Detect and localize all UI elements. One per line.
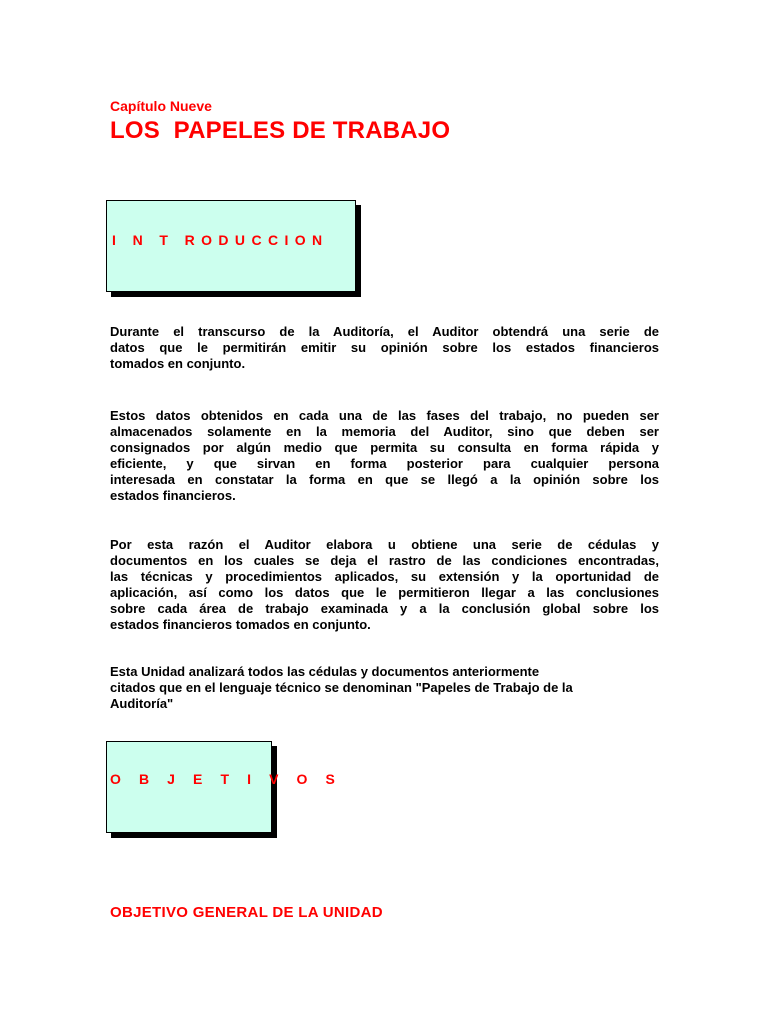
paragraph-line: tomados en conjunto.: [110, 356, 246, 371]
introduction-label: I N T RODUCCION: [112, 232, 329, 248]
paragraph-line: aplicación, así como los datos que le permitieron llegar a las conclusiones: [110, 585, 659, 600]
paragraph-line: eficiente, y que sirvan en forma posterior para cualquier persona: [110, 456, 659, 471]
paragraph-line: sobre cada área de trabajo examinada y a la conclusión global sobre los: [110, 601, 659, 616]
paragraph-line: Durante el transcurso de la Auditoría, el Auditor obtendrá una serie de: [110, 324, 659, 339]
paragraph-line: interesada en constatar la forma en que se llegó a la opinión sobre los: [110, 472, 659, 487]
paragraph-line: Esta Unidad analizará todos las cédulas y documentos anteriormente: [110, 664, 540, 679]
objectives-label: O B J E T I V O S: [110, 771, 342, 787]
chapter-label: Capítulo Nueve: [110, 98, 212, 114]
paragraph-line: Auditoría": [110, 696, 174, 711]
paragraph-3: [110, 537, 659, 633]
paragraph-2: [110, 408, 659, 504]
paragraph-line: estados financieros.: [110, 488, 236, 503]
paragraph-line: documentos en los cuales se deja el rastro de las condiciones encontradas,: [110, 553, 659, 568]
paragraph-line: estados financieros tomados en conjunto.: [110, 617, 371, 632]
paragraph-line: datos que le permitirán emitir su opinión sobre los estados financieros: [110, 340, 659, 355]
paragraph-line: citados que en el lenguaje técnico se denominan "Papeles de Trabajo de la: [110, 680, 573, 695]
paragraph-1: [110, 324, 659, 372]
objectives-box: [106, 741, 272, 833]
paragraph-line: consignados por algún medio que permita su consulta en forma rápida y: [110, 440, 659, 455]
section-heading: OBJETIVO GENERAL DE LA UNIDAD: [110, 904, 383, 921]
paragraph-line: almacenados solamente en la memoria del Auditor, sino que deben ser: [110, 424, 659, 439]
paragraph-line: las técnicas y procedimientos aplicados, su extensión y la oportunidad de: [110, 569, 659, 584]
paragraph-line: Estos datos obtenidos en cada una de las fases del trabajo, no pueden ser: [110, 408, 659, 423]
document-title: LOS PAPELES DE TRABAJO: [110, 117, 451, 144]
paragraph-line: Por esta razón el Auditor elabora u obtiene una serie de cédulas y: [110, 537, 659, 552]
paragraph-4: [110, 664, 655, 712]
